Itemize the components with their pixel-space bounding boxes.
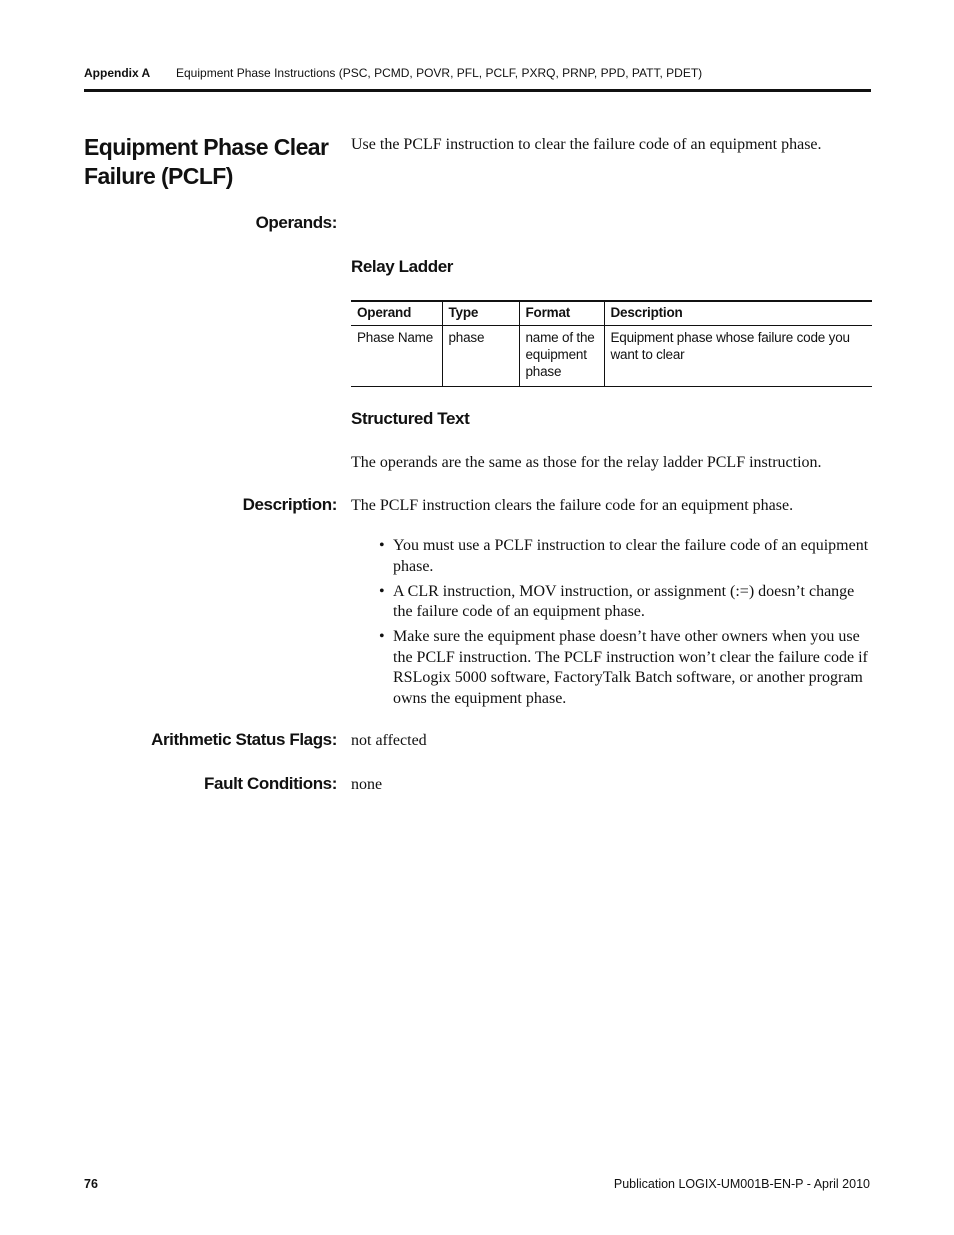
operands-label: Operands: [255,213,337,232]
structured-text-body: The operands are the same as those for the relay ladder PCLF instruction. [351,454,822,471]
table-header-row [351,301,872,326]
column-header: Operand [351,301,442,326]
table-cell: phase [442,326,519,387]
arithmetic-flags-value: not affected [351,732,427,749]
column-header: Description [604,301,872,326]
table-cell: Equipment phase whose failure code you want to clear [604,326,872,387]
structured-text-heading: Structured Text [351,409,470,428]
section-title: Equipment Phase Instructions (PSC, PCMD, POVR, PFL, PCLF, PXRQ, PRNP, PPD, PATT, PDET) [176,66,703,80]
table-row [351,326,872,387]
relay-ladder-heading: Relay Ladder [351,257,453,276]
list-item: • A CLR instruction, MOV instruction, or assignment (:=) doesn’t change the failure code of an equipment phase. [379,582,855,620]
appendix-label: Appendix A [84,66,151,80]
description-text: The PCLF instruction clears the failure code for an equipment phase. [351,497,794,514]
fault-conditions-label: Fault Conditions: [204,774,337,793]
column-header: Type [442,301,519,326]
operands-table [351,300,872,387]
page-number: 76 [84,1177,98,1191]
fault-conditions-value: none [351,776,383,793]
running-header [84,66,703,80]
column-header: Format [519,301,604,326]
publication-info: Publication LOGIX-UM001B-EN-P - April 2010 [613,1177,870,1191]
description-label: Description: [242,495,337,514]
table-cell: Phase Name [357,330,434,345]
description-bullets [351,536,873,714]
intro-text: Use the PCLF instruction to clear the failure code of an equipment phase. [351,136,822,153]
list-item: • Make sure the equipment phase doesn’t have other owners when you use the PCLF instruction. The PCLF instruction won’t clear the failure code if RSLogix 5000 software, FactoryTalk Batch software, or another program owns the equipment phase. [379,628,868,707]
arithmetic-flags-label: Arithmetic Status Flags: [151,730,337,749]
table-cell: name of the equipment phase [519,326,604,387]
page-title: Equipment Phase Clear Failure (PCLF) [84,134,329,189]
list-item: • You must use a PCLF instruction to clear the failure code of an equipment phase. [379,537,869,575]
header-rule [84,89,871,92]
